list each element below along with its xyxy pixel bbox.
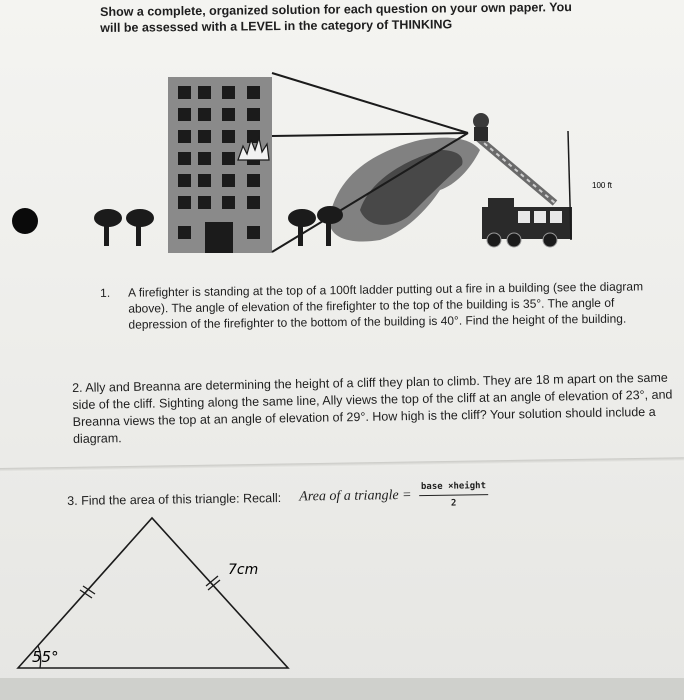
question-3-text: 3. Find the area of this triangle: Recall: <box>67 490 282 508</box>
question-1-text: A firefighter is standing at the top of a 100ft ladder putting out a fire in a building (see the diagram above). The angle of elevation of the firefighter to the top of the building is 35°. The angle of depression of the firefighter to the bottom of the building is 40°. Find the height of the building. <box>128 279 644 332</box>
ladder-length-label: 100 ft <box>592 181 613 190</box>
formula-denominator: 2 <box>450 498 457 509</box>
question-1 <box>100 278 661 333</box>
firefighter-icon <box>473 113 489 129</box>
header-line-2: will be assessed with a LEVEL in the category of THINKING <box>100 17 453 35</box>
horizontal-sight-line <box>272 133 468 136</box>
side-length-label: 7cm <box>228 562 259 578</box>
area-formula <box>299 478 488 514</box>
formula-numerator: base ×height <box>419 478 488 496</box>
fire-truck-icon <box>482 198 572 247</box>
question-1-number: 1. <box>100 285 111 300</box>
elevation-sight-line <box>272 73 468 133</box>
header-line-1: Show a complete, organized solution for each question on your own paper. You <box>100 0 572 19</box>
question-2-text: 2. Ally and Breanna are determining the height of a cliff they plan to climb. They are 18 m apart on the same side of the cliff. Sighting along the same line, Ally views the top of the cliff at an angle of elevation of 23°, and Breanna views the top at an angle of elevation of 29°. How high is the cliff? Your solution should include a diagram. <box>72 370 673 446</box>
formula-lhs: Area of a triangle = <box>299 487 412 505</box>
angle-label: 55° <box>32 648 59 666</box>
triangle <box>18 518 288 668</box>
formula-fraction <box>419 478 488 512</box>
